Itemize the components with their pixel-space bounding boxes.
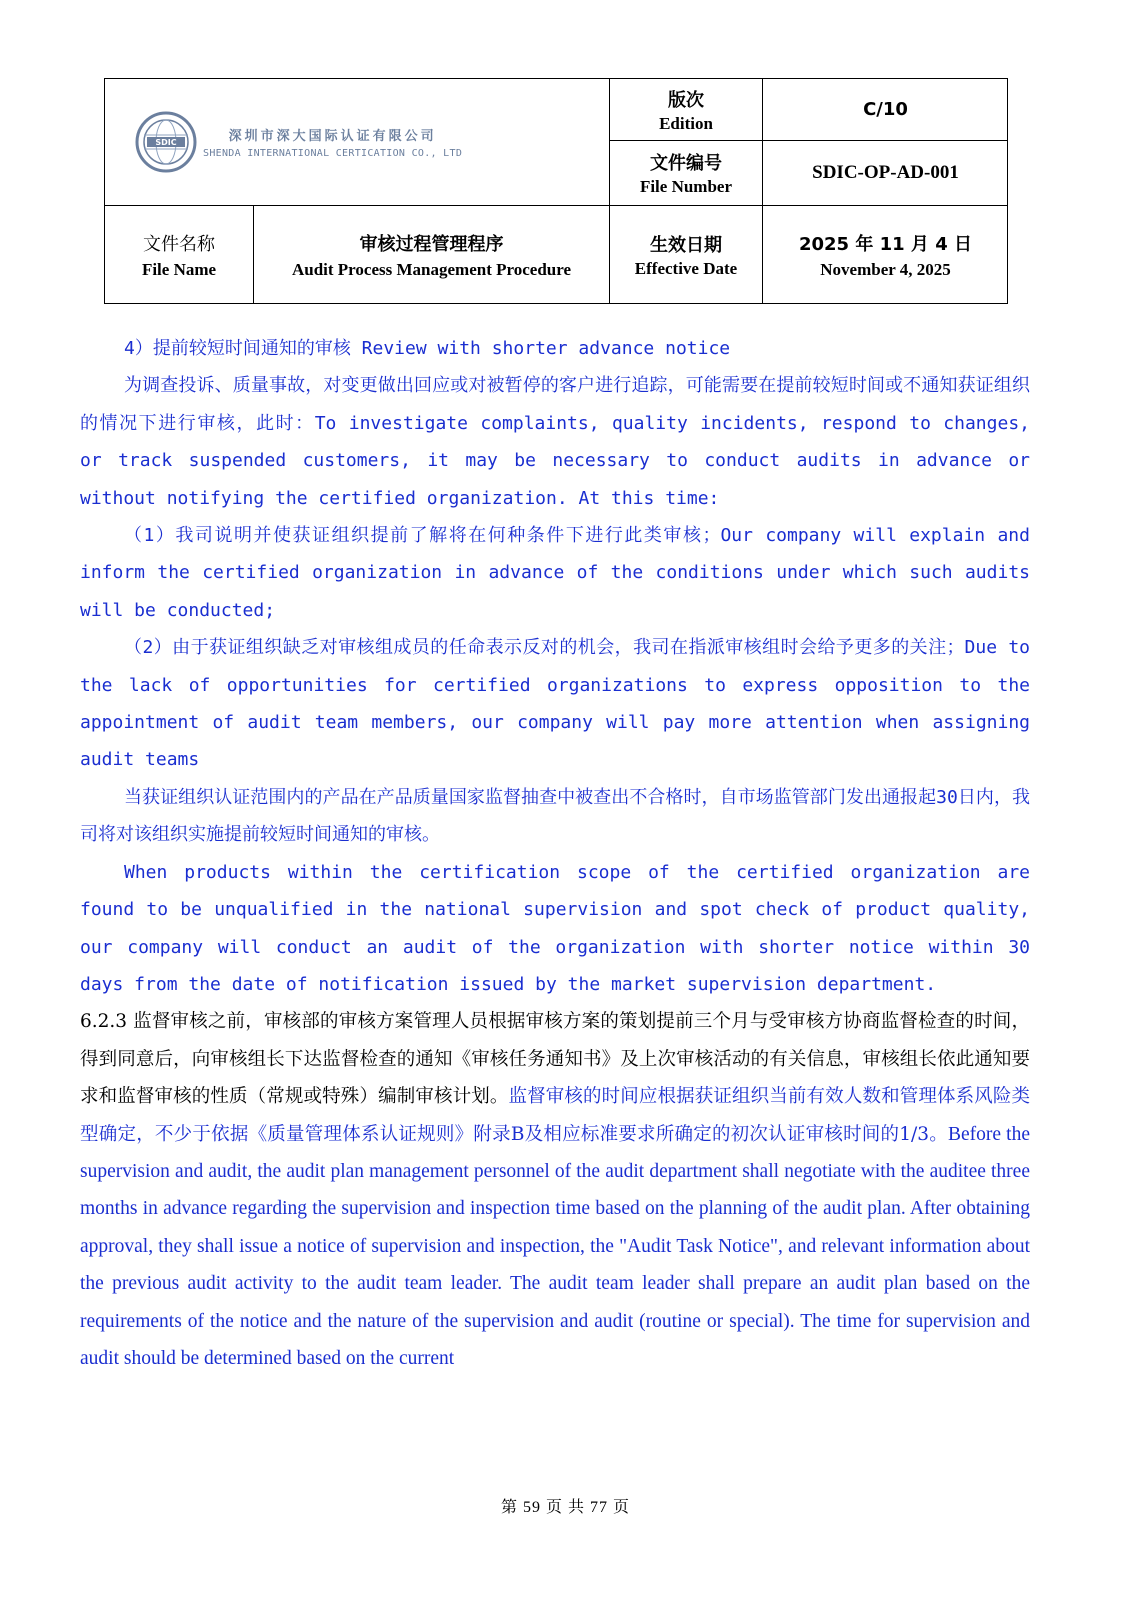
document-body [80,330,1030,1377]
company-name-cn: 深圳市深大国际认证有限公司 [228,129,437,144]
paragraph-shorter-notice: 为调查投诉、质量事故，对变更做出回应或对被暂停的客户进行追踪，可能需要在提前较短时间或不通知获证组织的情况下进行审核，此时：To investigate complaints, quality incidents, respond to changes, or track suspended customers, it may be necessary to conduct audits in advance or without notifying the certified organization. At this time: [80,375,1030,509]
file-name-label-cn: 文件名称 [143,234,215,255]
edition-label-cn: 版次 [668,89,704,111]
company-logo-icon [135,111,197,173]
section-6-2-3 [80,1003,1030,1377]
edition-value-cell [763,79,1008,140]
effective-date-value-cell [763,206,1008,304]
effective-date-cn: 2025 年 11 月 4 日 [798,234,972,255]
edition-label-en: Edition [659,113,713,133]
paragraph-unqualified-products-cn: 当获证组织认证范围内的产品在产品质量国家监督抽查中被查出不合格时，自市场监管部门发出通报起30日内，我司将对该组织实施提前较短时间通知的审核。 [80,786,1030,846]
procedure-name-cell [254,206,609,304]
file-number-value-cell [763,141,1008,205]
procedure-name-cn: 审核过程管理程序 [359,234,504,255]
effective-date-en: November 4, 2025 [820,260,951,279]
list-item-2: （2）由于获证组织缺乏对审核组成员的任命表示反对的机会，我司在指派审核组时会给予更多的关注；Due to the lack of opportunities for certified organizations to express opposition to the appointment of audit team members, our company will pay more attention when assigning audit teams [80,637,1030,771]
paragraph-unqualified-products-en: When products within the certification scope of the certified organization are found to be unqualified in the national supervision and spot check of product quality, our company will conduct an audit of the organization with shorter notice within 30 days from the date of notification issued by the market supervision department. [80,861,1030,995]
list-item-1: （1）我司说明并使获证组织提前了解将在何种条件下进行此类审核；Our company will explain and inform the certified organization in advance of the conditions under which such audits will be conducted; [80,525,1030,621]
file-number-label-en: File Number [639,177,733,196]
page-number-footer: 第 59 页 共 77 页 [500,1499,630,1516]
file-name-label-cell [105,206,253,304]
section-6-2-3-text: 6.2.3 监督审核之前，审核部的审核方案管理人员根据审核方案的策划提前三个月与受审核方协商监督检查的时间，得到同意后，向审核组长下达监督检查的通知《审核任务通知书》及上次审核活动的有关信息，审核组长依此通知要求和监督审核的性质（常规或特殊）编制审核计划。 [80,1011,1030,1108]
section-6-2-3-translation: Before the supervision and audit, the audit plan management personnel of the audit department shall negotiate with the auditee three months in advance regarding the supervision and inspection time based on the planning of the audit plan. After obtaining approval, they shall issue a notice of supervision and inspection, the "Audit Task Notice", and relevant information about the previous audit activity to the audit team leader. The audit team leader shall prepare an audit plan based on the requirements of the notice and the nature of the supervision and audit (routine or special). The time for supervision and audit should be determined based on the current [80,1123,1030,1369]
procedure-name-en: Audit Process Management Procedure [291,260,572,279]
logo-text: SDIC [155,138,177,147]
edition-value: C/10 [863,99,908,120]
file-number-label-cell [610,141,762,205]
file-name-label-en: File Name [141,260,217,279]
file-number-label-cn: 文件编号 [650,153,722,174]
subsection-heading: 4）提前较短时间通知的审核 Review with shorter advance notice [124,338,731,359]
company-name-en: SHENDA INTERNATIONAL CERTICATION CO., LTD [203,148,463,159]
effective-date-label-cell [610,206,762,304]
document-header-table [104,78,1008,304]
edition-label-cell [610,79,762,140]
file-number-value: SDIC-OP-AD-001 [812,162,959,183]
company-logo-cell [105,79,610,205]
section-6-2-3-supervision-time: 监督审核的时间应根据获证组织当前有效人数和管理体系风险类型确定，不少于依据《质量管理体系认证规则》附录B及相应标准要求所确定的初次认证审核时间的1/3。 [80,1086,1030,1145]
effective-date-label-cn: 生效日期 [650,235,722,256]
effective-date-label-en: Effective Date [634,259,738,278]
